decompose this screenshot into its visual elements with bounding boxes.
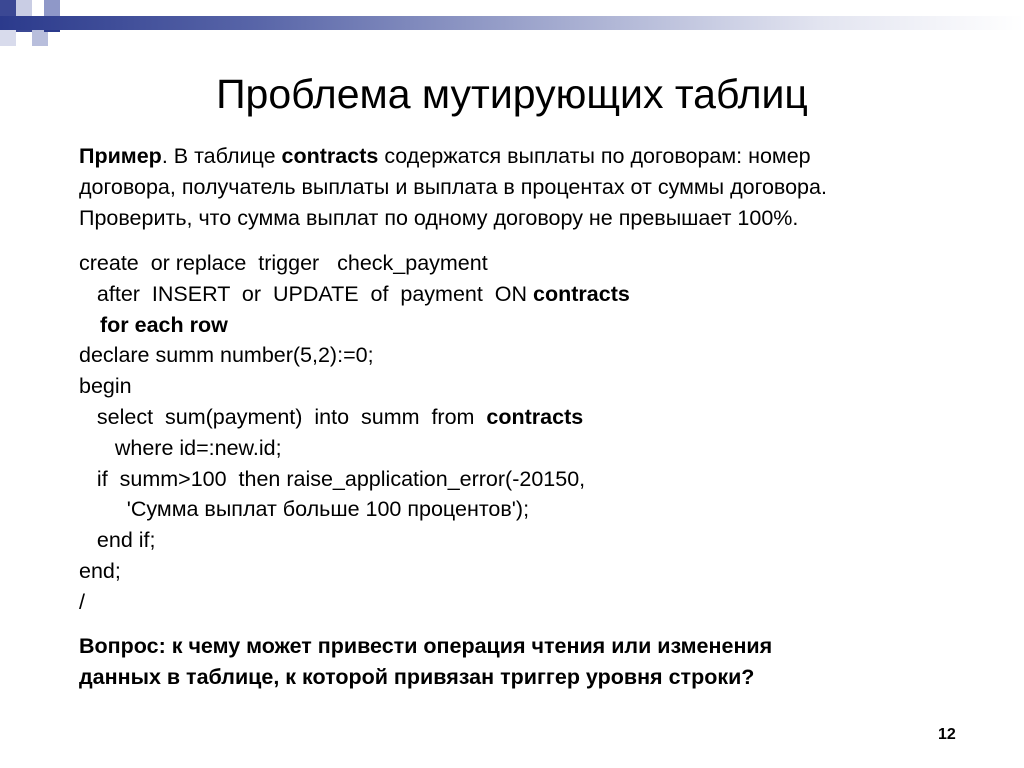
code-block xyxy=(79,248,979,618)
code-for-each-row: for each row xyxy=(100,312,228,337)
deco-square xyxy=(32,30,48,46)
page-number: 12 xyxy=(938,726,956,743)
code-line: 'Сумма выплат больше 100 процентов'); xyxy=(79,497,530,522)
corner-decoration xyxy=(0,0,90,60)
code-keyword-contracts: contracts xyxy=(486,404,584,429)
deco-square xyxy=(0,30,16,46)
code-line-text: after INSERT or UPDATE of payment ON xyxy=(79,281,534,306)
deco-square xyxy=(44,0,60,16)
code-line: end; xyxy=(79,558,121,583)
code-line: create or replace trigger check_payment xyxy=(79,251,488,275)
intro-line-2: договора, получатель выплаты и выплата в процентах от суммы договора. xyxy=(79,175,827,199)
intro-line-1 xyxy=(79,141,979,172)
code-line xyxy=(79,310,979,341)
code-line: if summ>100 then raise_application_error(-20150, xyxy=(79,466,586,491)
code-line: / xyxy=(79,589,85,614)
intro-label: Пример xyxy=(79,144,162,168)
code-keyword-contracts: contracts xyxy=(533,281,630,306)
intro-line-3: Проверить, что сумма выплат по одному договору не превышает 100%. xyxy=(79,206,799,230)
intro-text-2: содержатся выплаты по договорам: номер xyxy=(378,144,811,168)
slide-title: Проблема мутирующих таблиц xyxy=(216,71,808,117)
question-line-1: Вопрос: к чему может привести операция чтения или изменения xyxy=(79,634,773,658)
intro-table-name: contracts xyxy=(281,144,379,168)
question-paragraph xyxy=(79,631,979,693)
code-line: begin xyxy=(79,374,132,399)
code-line: where id=:new.id; xyxy=(79,435,282,460)
intro-text-1: . В таблице xyxy=(161,144,282,168)
code-line: end if; xyxy=(79,528,156,553)
deco-square xyxy=(16,0,32,16)
deco-square xyxy=(0,0,16,16)
code-line-text: select sum(payment) into summ from xyxy=(79,404,487,429)
header-gradient-bar xyxy=(0,16,1024,30)
code-line xyxy=(79,279,979,310)
intro-paragraph xyxy=(79,141,979,234)
code-line xyxy=(79,402,979,433)
code-line: declare summ number(5,2):=0; xyxy=(79,343,374,368)
question-line-2: данных в таблице, к которой привязан триггер уровня строки? xyxy=(79,665,755,689)
